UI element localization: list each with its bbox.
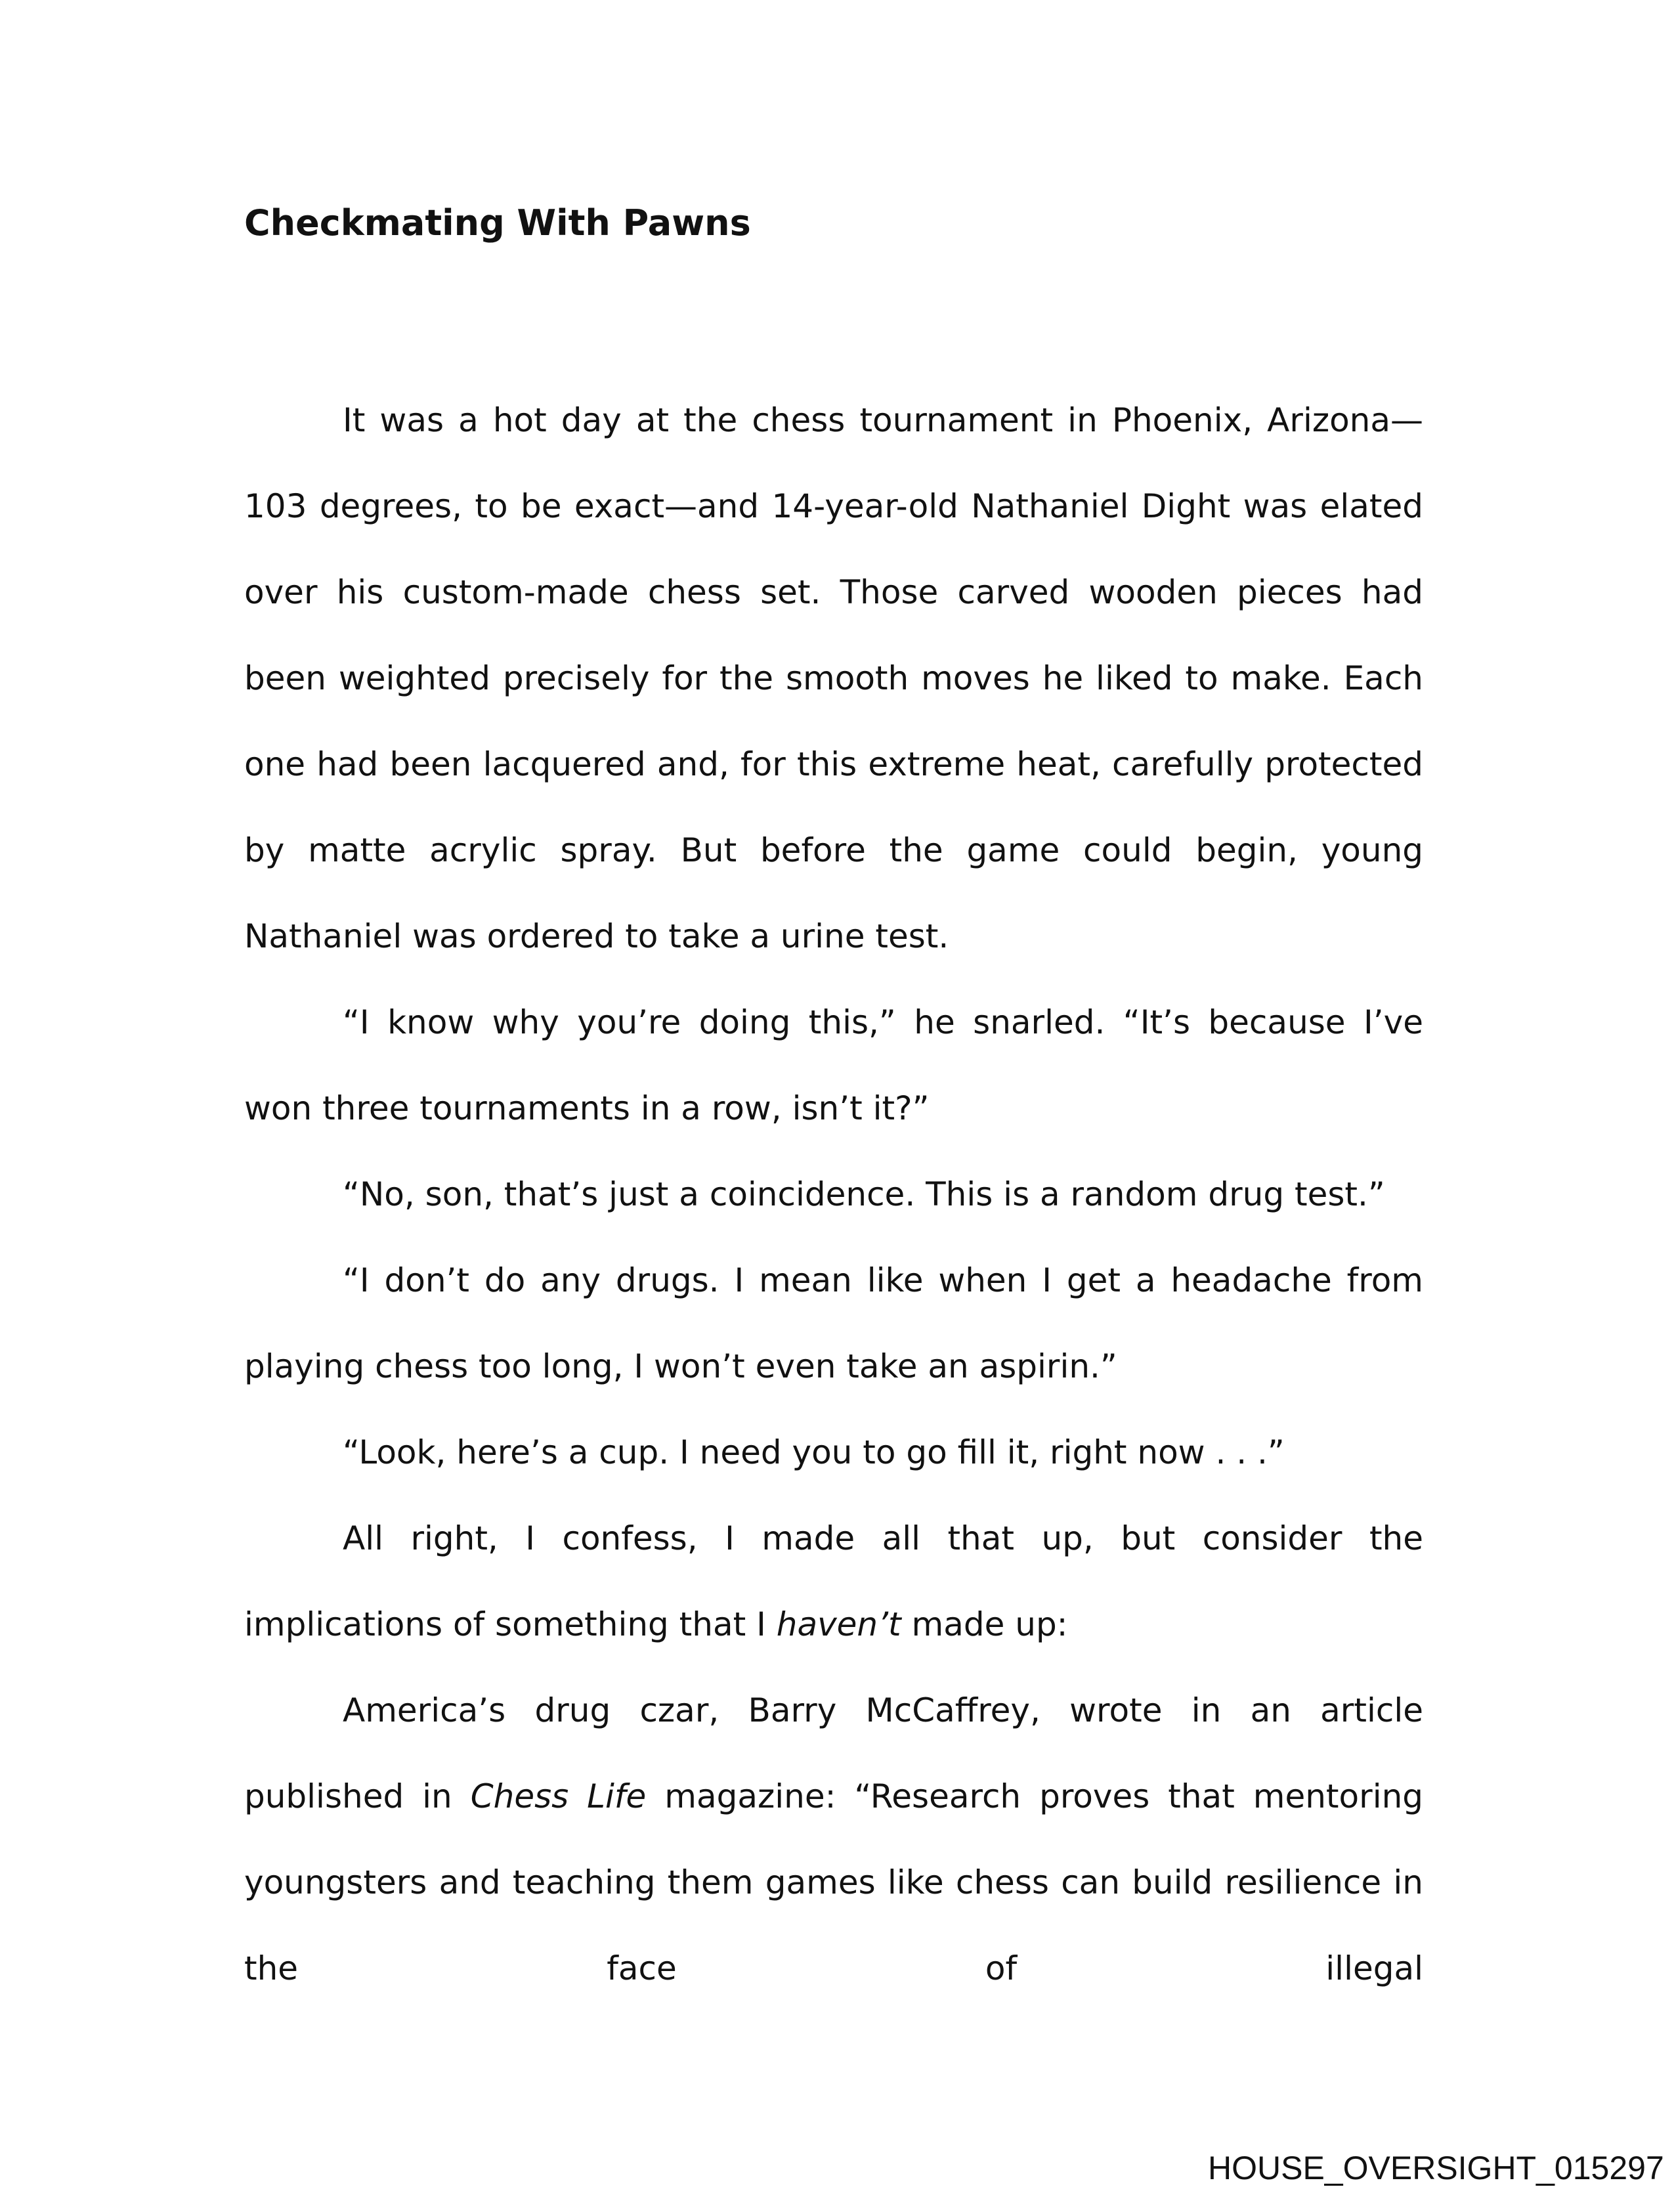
document-id-footer: HOUSE_OVERSIGHT_015297 xyxy=(1208,2150,1664,2186)
paragraph-text: “I don’t do any drugs. I mean like when I get a headache from playing chess too long, I won’t even take an aspirin.” xyxy=(244,1261,1423,1385)
paragraph-text: made up: xyxy=(901,1605,1068,1643)
paragraph-7 xyxy=(244,1668,1423,2012)
paragraph-text: America’s drug czar, Barry McCaffrey, wrote in an article published in xyxy=(244,1691,1423,1815)
paragraph-5 xyxy=(244,1410,1423,1496)
paragraph-text: “Look, here’s a cup. I need you to go fill it, right now . . .” xyxy=(343,1433,1285,1471)
magazine-title: Chess Life xyxy=(470,1777,647,1815)
paragraph-1 xyxy=(244,378,1423,980)
italic-emphasis: haven’t xyxy=(776,1605,901,1643)
paragraph-text: All right, I confess, I made all that up, but consider the implications of something that I xyxy=(244,1519,1423,1643)
page-title: Checkmating With Pawns xyxy=(244,202,751,244)
paragraph-text: magazine: “Research proves that mentoring youngsters and teaching them games like chess can build resilience in the face of illegal xyxy=(244,1777,1424,1987)
body-text xyxy=(244,378,1423,2012)
paragraph-text: “No, son, that’s just a coincidence. This is a random drug test.” xyxy=(343,1175,1385,1213)
paragraph-3 xyxy=(244,1152,1423,1238)
paragraph-4 xyxy=(244,1238,1423,1410)
paragraph-text: It was a hot day at the chess tournament in Phoenix, Arizona—103 degrees, to be exact—and 14-year-old Nathaniel Dight was elated over his custom-made chess set. Those carved wooden pieces had been weighted precisely for the smooth moves he liked to make. Each one had been lacquered and, for this extreme heat, carefully protected by matte acrylic spray. But before the game could begin, young Nathaniel was ordered to take a urine test. xyxy=(244,401,1423,955)
paragraph-2 xyxy=(244,980,1423,1152)
paragraph-6 xyxy=(244,1496,1423,1668)
paragraph-text: “I know why you’re doing this,” he snarled. “It’s because I’ve won three tournaments in a row, isn’t it?” xyxy=(244,1003,1423,1127)
